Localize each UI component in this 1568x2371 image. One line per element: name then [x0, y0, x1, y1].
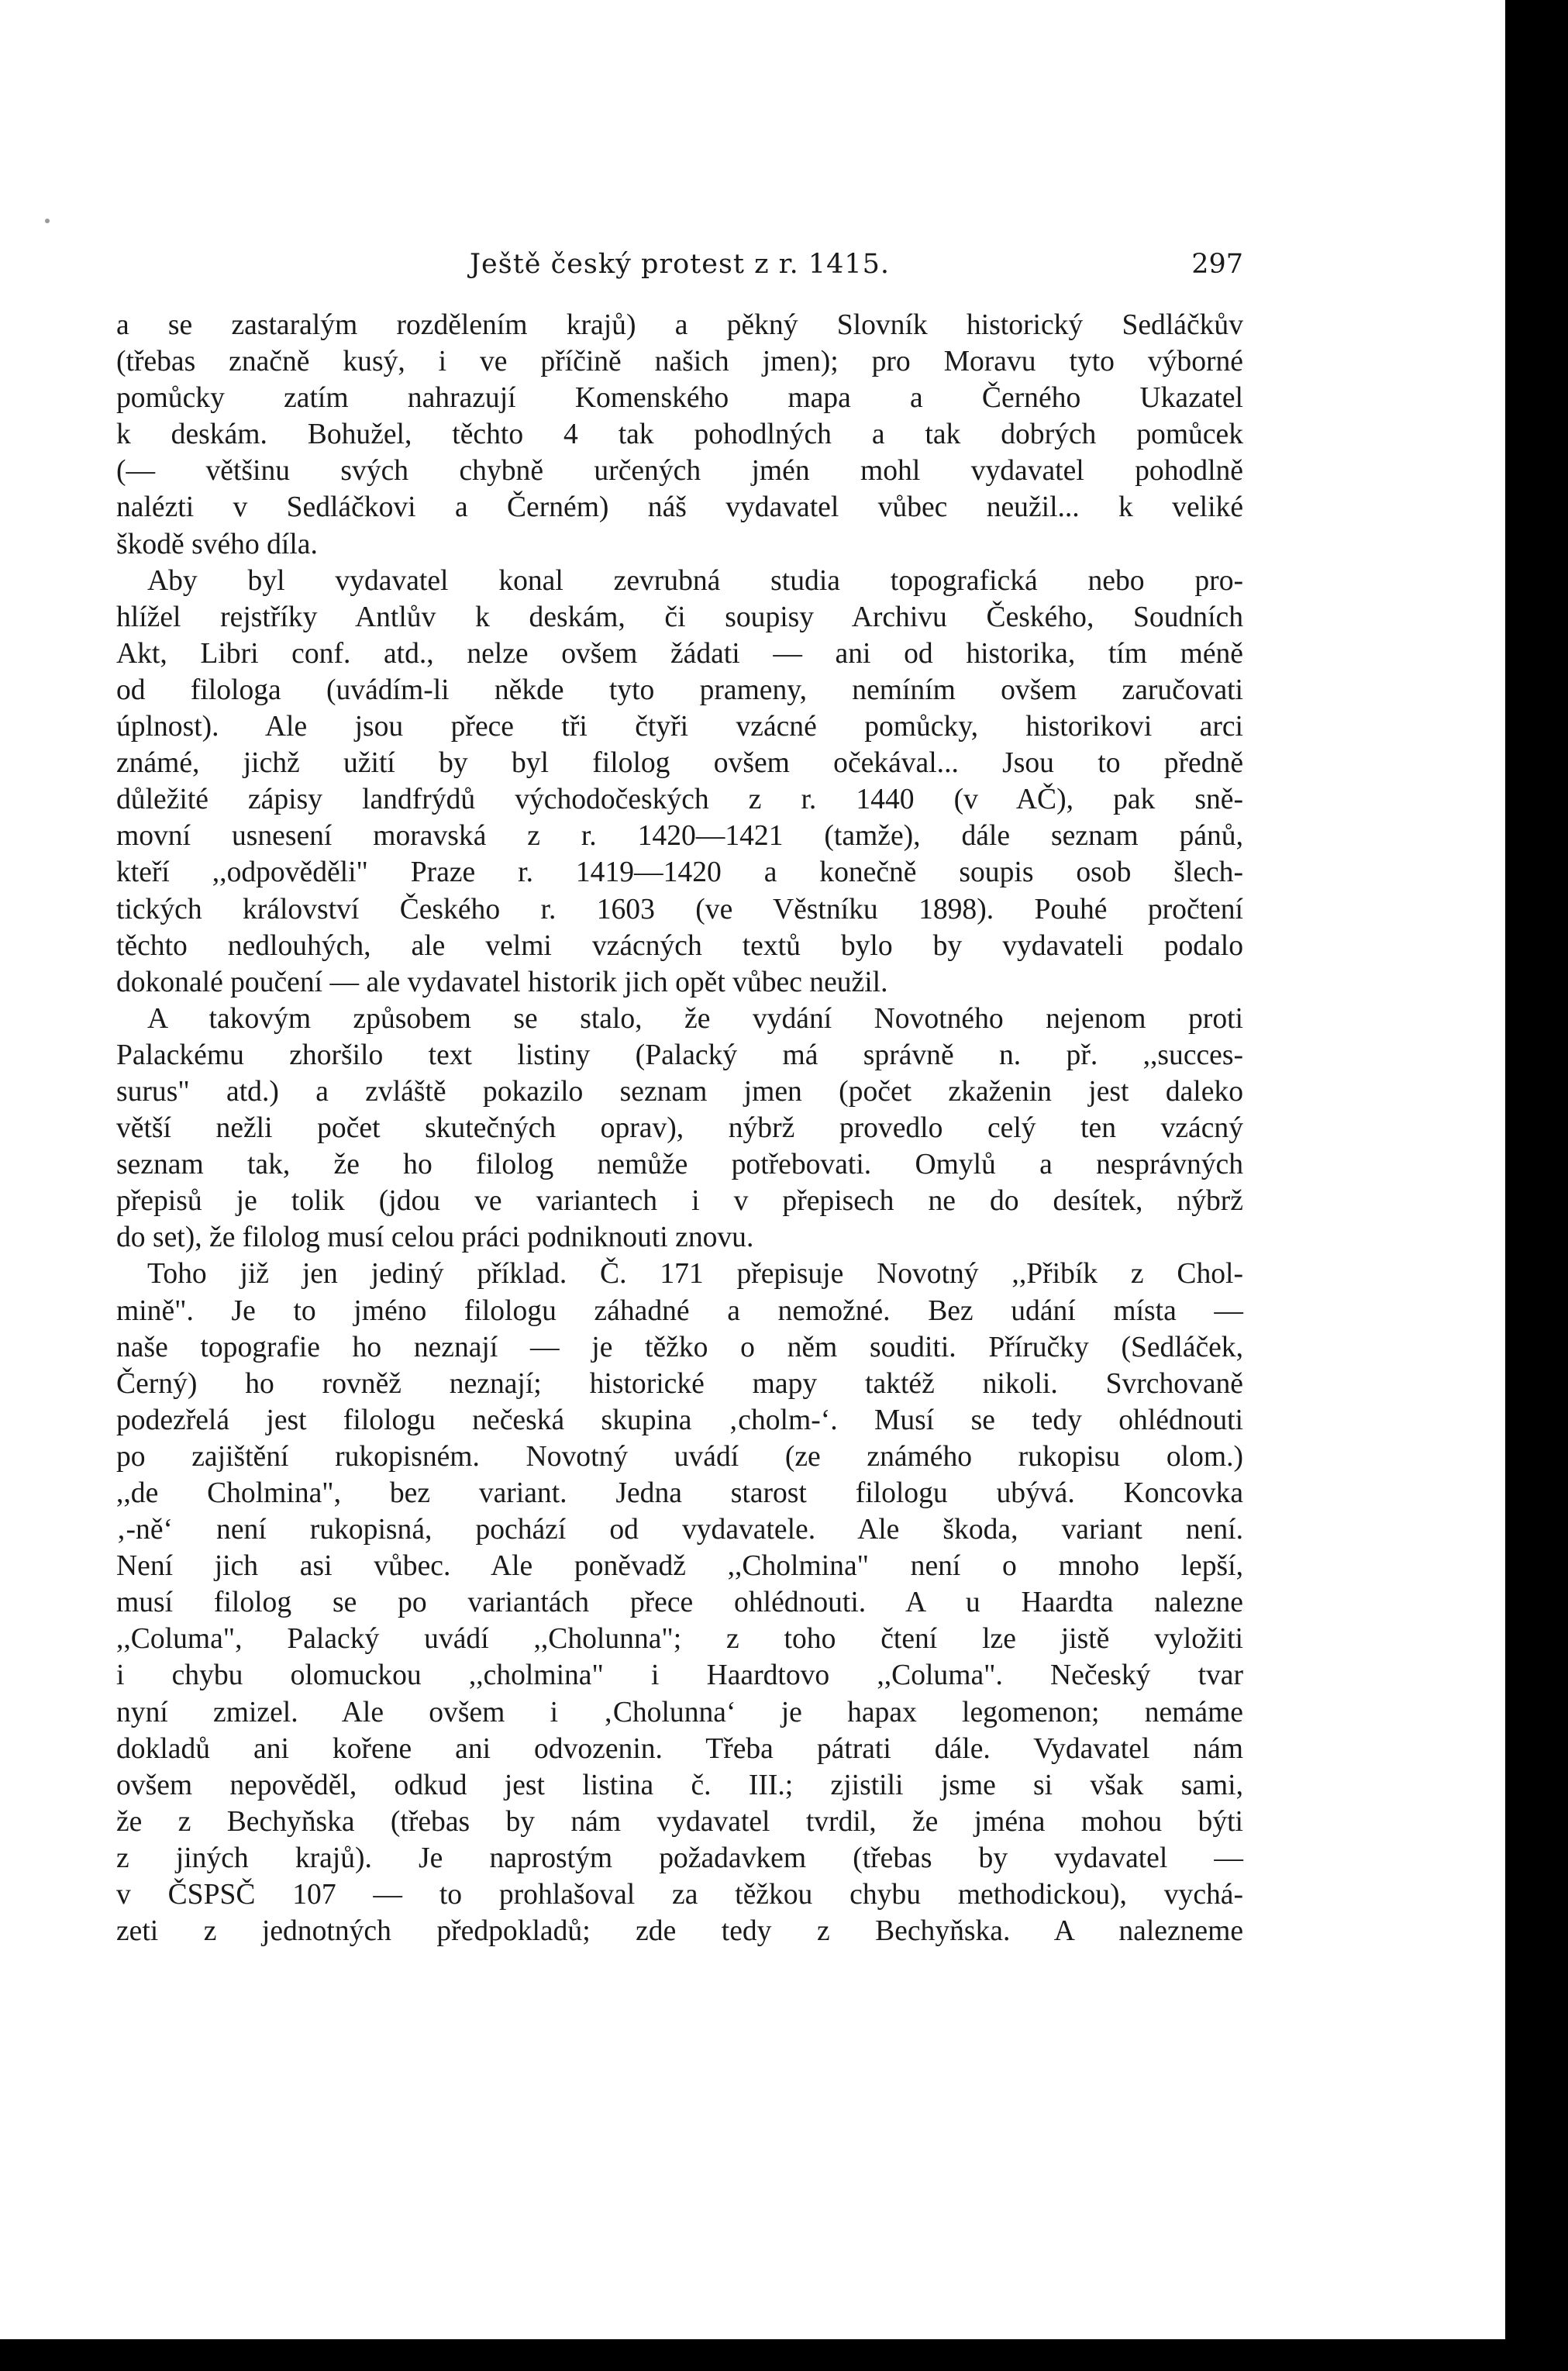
text-line: seznam tak, že ho filolog nemůže potřebovati. Omylů a nesprávných: [116, 1149, 1243, 1181]
text-line: (— většinu svých chybně určených jmén mohl vydavatel pohodlně: [116, 455, 1243, 488]
text-line: tických království Českého r. 1603 (ve Věstníku 1898). Pouhé pročtení: [116, 893, 1243, 925]
text-line: pomůcky zatím nahrazují Komenského mapa a Černého Ukazatel: [116, 382, 1243, 415]
text-line: (třebas značně kusý, i ve příčině našich jmen); pro Moravu tyto výborné: [116, 346, 1243, 378]
text-line: ovšem nepověděl, odkud jest listina č. III.; zjistili jsme si však sami,: [116, 1769, 1243, 1801]
text-line: po zajištění rukopisném. Novotný uvádí (ze známého rukopisu olom.): [116, 1440, 1243, 1473]
text-line: do set), že filolog musí celou práci podniknouti znovu.: [116, 1222, 754, 1254]
text-line: Aby byl vydavatel konal zevrubná studia topografická nebo pro-: [147, 564, 1243, 597]
text-line: Toho již jen jediný příklad. Č. 171 přepisuje Novotný ,,Přibík z Chol-: [147, 1258, 1243, 1291]
text-line: i chybu olomuckou ,,cholmina" i Haardtovo ,,Columa". Nečeský tvar: [116, 1659, 1243, 1692]
page-header: [116, 245, 1243, 288]
text-line: známé, jichž užití by byl filolog ovšem očekával... Jsou to předně: [116, 747, 1243, 780]
text-line: mině". Je to jméno filologu záhadné a nemožné. Bez udání místa —: [116, 1294, 1243, 1327]
text-line: movní usnesení moravská z r. 1420—1421 (tamže), dále seznam pánů,: [116, 820, 1243, 853]
text-line: dokonalé poučení — ale vydavatel historik jich opět vůbec neužil.: [116, 966, 888, 998]
text-line: k deskám. Bohužel, těchto 4 tak pohodlných a tak dobrých pomůcek: [116, 419, 1243, 451]
text-line: ,,Columa", Palacký uvádí ,,Cholunna"; z toho čtení lze jistě vyložiti: [116, 1623, 1243, 1656]
text-line: a se zastaralým rozdělením krajů) a pěkný Slovník historický Sedláčkův: [116, 309, 1243, 341]
text-line: Palackému zhoršilo text listiny (Palacký má správně n. př. ,,succes-: [116, 1039, 1243, 1071]
text-line: Černý) ho rovněž neznají; historické mapy taktéž nikoli. Svrchovaně: [116, 1367, 1243, 1400]
text-line: surus" atd.) a zvláště pokazilo seznam jmen (počet zkaženin jest daleko: [116, 1075, 1243, 1108]
text-line: ,,de Cholmina", bez variant. Jedna starost filologu ubývá. Koncovka: [116, 1477, 1243, 1509]
text-line: z jiných krajů). Je naprostým požadavkem (třebas by vydavatel —: [116, 1842, 1243, 1874]
text-line: nalézti v Sedláčkovi a Černém) náš vydavatel vůbec neužil... k veliké: [116, 491, 1243, 524]
text-line: podezřelá jest filologu nečeská skupina ‚cholm-‘. Musí se tedy ohlédnouti: [116, 1404, 1243, 1436]
text-line: naše topografie ho neznají — je těžko o něm souditi. Příručky (Sedláček,: [116, 1331, 1243, 1363]
text-line: ‚-ně‘ není rukopisná, pochází od vydavatele. Ale škoda, variant není.: [116, 1514, 1243, 1546]
body-text: [116, 307, 1243, 1949]
page-number: 297: [1191, 249, 1243, 280]
text-line: kteří ,,odpověděli" Praze r. 1419—1420 a konečně soupis osob šlech-: [116, 856, 1243, 889]
text-line: přepisů je tolik (jdou ve variantech i v přepisech ne do desítek, nýbrž: [116, 1185, 1243, 1218]
text-line: Není jich asi vůbec. Ale poněvadž ,,Cholmina" není o mnoho lepší,: [116, 1550, 1243, 1583]
text-line: úplnost). Ale jsou přece tři čtyři vzácné pomůcky, historikovi arci: [116, 711, 1243, 743]
text-line: A takovým způsobem se stalo, že vydání Novotného nejenom proti: [147, 1002, 1243, 1035]
text-line: těchto nedlouhých, ale velmi vzácných textů bylo by vydavateli podalo: [116, 929, 1243, 962]
text-line: větší nežli počet skutečných oprav), nýbrž provedlo celý ten vzácný: [116, 1112, 1243, 1145]
text-line: zeti z jednotných předpokladů; zde tedy z Bechyňska. A nalezneme: [116, 1915, 1243, 1948]
text-line: musí filolog se po variantách přece ohlédnouti. A u Haardta nalezne: [116, 1587, 1243, 1619]
text-line: že z Bechyňska (třebas by nám vydavatel tvrdil, že jména mohou býti: [116, 1805, 1243, 1838]
text-line: hlížel rejstříky Antlův k deskám, či soupisy Archivu Českého, Soudních: [116, 601, 1243, 633]
text-line: dokladů ani kořene ani odvozenin. Třeba pátrati dále. Vydavatel nám: [116, 1732, 1243, 1765]
text-line: od filologa (uvádím-li někde tyto prameny, nemíním ovšem zaručovati: [116, 674, 1243, 706]
scan-speck: [45, 219, 50, 223]
running-title: Ještě český protest z r. 1415.: [469, 249, 891, 280]
text-line: Akt, Libri conf. atd., nelze ovšem žádati — ani od historika, tím méně: [116, 637, 1243, 670]
text-line: nyní zmizel. Ale ovšem i ‚Cholunna‘ je hapax legomenon; nemáme: [116, 1696, 1243, 1728]
text-line: důležité zápisy landfrýdů východočeských z r. 1440 (v AČ), pak sně-: [116, 784, 1243, 816]
text-line: škodě svého díla.: [116, 528, 318, 560]
text-line: v ČSPSČ 107 — to prohlašoval za těžkou chybu methodickou), vychá-: [116, 1879, 1243, 1911]
